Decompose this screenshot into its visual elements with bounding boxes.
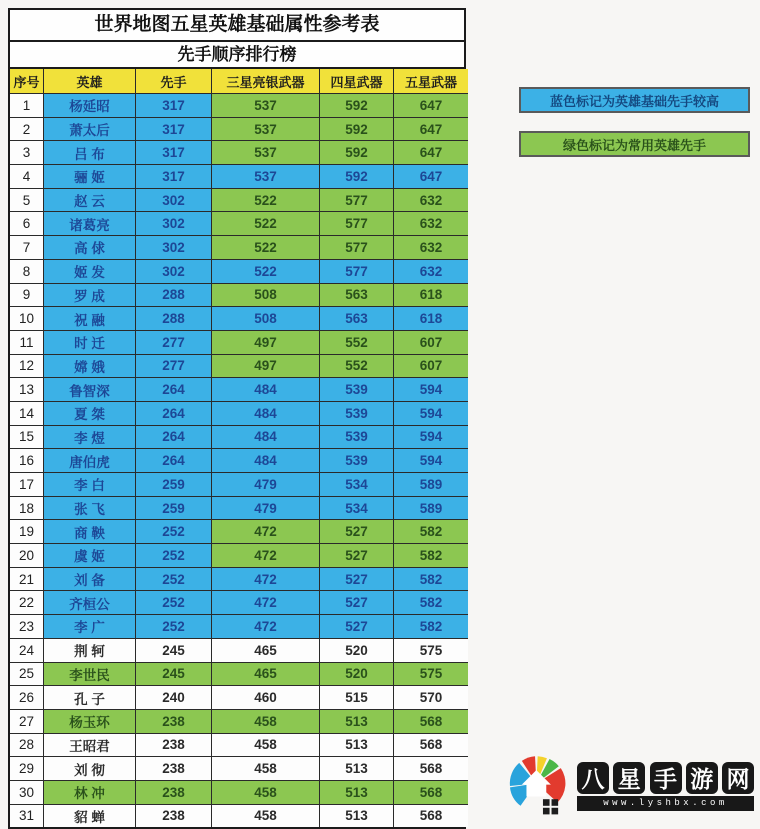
cell-3star-weapon: 465 bbox=[212, 662, 320, 686]
cell-index: 24 bbox=[10, 638, 44, 662]
cell-hero-name: 夏 桀 bbox=[44, 401, 136, 425]
cell-4star-weapon: 513 bbox=[320, 780, 394, 804]
table-row bbox=[10, 164, 464, 188]
cell-first-move: 302 bbox=[136, 188, 212, 212]
cell-3star-weapon: 458 bbox=[212, 756, 320, 780]
table-row bbox=[10, 330, 464, 354]
cell-hero-name: 刘 备 bbox=[44, 567, 136, 591]
legend-blue-note: 蓝色标记为英雄基础先手较高 bbox=[519, 87, 750, 113]
cell-3star-weapon: 522 bbox=[212, 235, 320, 259]
table-row bbox=[10, 425, 464, 449]
site-logo-icon bbox=[506, 753, 572, 819]
cell-hero-name: 高 俅 bbox=[44, 235, 136, 259]
site-name-char: 网 bbox=[722, 762, 754, 794]
cell-index: 28 bbox=[10, 733, 44, 757]
table-row bbox=[10, 472, 464, 496]
cell-4star-weapon: 539 bbox=[320, 377, 394, 401]
cell-4star-weapon: 592 bbox=[320, 93, 394, 117]
cell-hero-name: 骊 姬 bbox=[44, 164, 136, 188]
cell-index: 5 bbox=[10, 188, 44, 212]
table-row bbox=[10, 614, 464, 638]
cell-hero-name: 萧太后 bbox=[44, 117, 136, 141]
cell-4star-weapon: 539 bbox=[320, 401, 394, 425]
site-url: www.lyshbx.com bbox=[577, 796, 754, 811]
cell-first-move: 238 bbox=[136, 780, 212, 804]
table-row bbox=[10, 401, 464, 425]
cell-index: 18 bbox=[10, 496, 44, 520]
cell-first-move: 317 bbox=[136, 140, 212, 164]
cell-first-move: 264 bbox=[136, 401, 212, 425]
cell-5star-weapon: 570 bbox=[394, 685, 468, 709]
cell-first-move: 252 bbox=[136, 519, 212, 543]
cell-index: 26 bbox=[10, 685, 44, 709]
cell-first-move: 259 bbox=[136, 496, 212, 520]
cell-3star-weapon: 522 bbox=[212, 188, 320, 212]
cell-first-move: 245 bbox=[136, 662, 212, 686]
cell-first-move: 240 bbox=[136, 685, 212, 709]
cell-4star-weapon: 513 bbox=[320, 733, 394, 757]
cell-3star-weapon: 522 bbox=[212, 211, 320, 235]
table-row bbox=[10, 306, 464, 330]
cell-first-move: 252 bbox=[136, 614, 212, 638]
table-row bbox=[10, 804, 464, 828]
table-row bbox=[10, 140, 464, 164]
table-row bbox=[10, 283, 464, 307]
cell-hero-name: 杨玉环 bbox=[44, 709, 136, 733]
table-row bbox=[10, 93, 464, 117]
cell-hero-name: 唐伯虎 bbox=[44, 448, 136, 472]
table-row bbox=[10, 377, 464, 401]
cell-first-move: 317 bbox=[136, 93, 212, 117]
cell-3star-weapon: 522 bbox=[212, 259, 320, 283]
site-name-char: 手 bbox=[650, 762, 682, 794]
cell-5star-weapon: 632 bbox=[394, 188, 468, 212]
cell-3star-weapon: 484 bbox=[212, 377, 320, 401]
cell-index: 27 bbox=[10, 709, 44, 733]
cell-5star-weapon: 618 bbox=[394, 283, 468, 307]
cell-hero-name: 赵 云 bbox=[44, 188, 136, 212]
table-row bbox=[10, 259, 464, 283]
cell-hero-name: 吕 布 bbox=[44, 140, 136, 164]
table-row bbox=[10, 188, 464, 212]
cell-hero-name: 王昭君 bbox=[44, 733, 136, 757]
cell-3star-weapon: 479 bbox=[212, 472, 320, 496]
site-name-stamps bbox=[577, 762, 754, 794]
cell-first-move: 264 bbox=[136, 425, 212, 449]
cell-first-move: 302 bbox=[136, 235, 212, 259]
cell-index: 20 bbox=[10, 543, 44, 567]
cell-hero-name: 齐桓公 bbox=[44, 590, 136, 614]
cell-first-move: 288 bbox=[136, 306, 212, 330]
cell-index: 21 bbox=[10, 567, 44, 591]
cell-5star-weapon: 568 bbox=[394, 733, 468, 757]
cell-4star-weapon: 552 bbox=[320, 330, 394, 354]
cell-4star-weapon: 592 bbox=[320, 140, 394, 164]
cell-5star-weapon: 582 bbox=[394, 567, 468, 591]
cell-4star-weapon: 527 bbox=[320, 567, 394, 591]
cell-first-move: 238 bbox=[136, 756, 212, 780]
cell-4star-weapon: 520 bbox=[320, 662, 394, 686]
cell-3star-weapon: 497 bbox=[212, 330, 320, 354]
column-header-index: 序号 bbox=[10, 69, 44, 93]
cell-hero-name: 荆 轲 bbox=[44, 638, 136, 662]
table-row bbox=[10, 567, 464, 591]
cell-5star-weapon: 632 bbox=[394, 259, 468, 283]
cell-index: 16 bbox=[10, 448, 44, 472]
legend-green-note: 绿色标记为常用英雄先手 bbox=[519, 131, 750, 157]
cell-index: 11 bbox=[10, 330, 44, 354]
cell-4star-weapon: 513 bbox=[320, 709, 394, 733]
cell-index: 2 bbox=[10, 117, 44, 141]
cell-4star-weapon: 563 bbox=[320, 306, 394, 330]
table-subtitle: 先手顺序排行榜 bbox=[10, 42, 464, 69]
cell-5star-weapon: 589 bbox=[394, 472, 468, 496]
cell-3star-weapon: 497 bbox=[212, 354, 320, 378]
cell-5star-weapon: 575 bbox=[394, 662, 468, 686]
cell-3star-weapon: 465 bbox=[212, 638, 320, 662]
cell-5star-weapon: 589 bbox=[394, 496, 468, 520]
cell-4star-weapon: 527 bbox=[320, 590, 394, 614]
table-body bbox=[10, 93, 464, 827]
cell-5star-weapon: 568 bbox=[394, 709, 468, 733]
cell-5star-weapon: 568 bbox=[394, 804, 468, 828]
cell-3star-weapon: 484 bbox=[212, 425, 320, 449]
cell-first-move: 238 bbox=[136, 804, 212, 828]
cell-first-move: 238 bbox=[136, 733, 212, 757]
cell-3star-weapon: 537 bbox=[212, 117, 320, 141]
table-row bbox=[10, 448, 464, 472]
cell-first-move: 238 bbox=[136, 709, 212, 733]
cell-4star-weapon: 592 bbox=[320, 117, 394, 141]
cell-4star-weapon: 513 bbox=[320, 804, 394, 828]
cell-3star-weapon: 472 bbox=[212, 567, 320, 591]
cell-3star-weapon: 484 bbox=[212, 401, 320, 425]
cell-index: 13 bbox=[10, 377, 44, 401]
cell-index: 14 bbox=[10, 401, 44, 425]
cell-4star-weapon: 534 bbox=[320, 496, 394, 520]
cell-hero-name: 貂 蝉 bbox=[44, 804, 136, 828]
cell-hero-name: 嫦 娥 bbox=[44, 354, 136, 378]
cell-hero-name: 李 白 bbox=[44, 472, 136, 496]
cell-index: 3 bbox=[10, 140, 44, 164]
cell-hero-name: 商 鞅 bbox=[44, 519, 136, 543]
cell-first-move: 245 bbox=[136, 638, 212, 662]
table-row bbox=[10, 638, 464, 662]
cell-5star-weapon: 647 bbox=[394, 117, 468, 141]
cell-first-move: 264 bbox=[136, 448, 212, 472]
cell-4star-weapon: 563 bbox=[320, 283, 394, 307]
cell-5star-weapon: 647 bbox=[394, 93, 468, 117]
cell-hero-name: 杨延昭 bbox=[44, 93, 136, 117]
cell-5star-weapon: 594 bbox=[394, 401, 468, 425]
table-row bbox=[10, 496, 464, 520]
cell-index: 10 bbox=[10, 306, 44, 330]
cell-3star-weapon: 460 bbox=[212, 685, 320, 709]
cell-3star-weapon: 458 bbox=[212, 733, 320, 757]
cell-4star-weapon: 527 bbox=[320, 519, 394, 543]
cell-5star-weapon: 568 bbox=[394, 780, 468, 804]
cell-5star-weapon: 607 bbox=[394, 354, 468, 378]
cell-4star-weapon: 577 bbox=[320, 211, 394, 235]
cell-hero-name: 刘 彻 bbox=[44, 756, 136, 780]
cell-index: 6 bbox=[10, 211, 44, 235]
table-row bbox=[10, 709, 464, 733]
cell-5star-weapon: 568 bbox=[394, 756, 468, 780]
cell-3star-weapon: 508 bbox=[212, 306, 320, 330]
cell-hero-name: 诸葛亮 bbox=[44, 211, 136, 235]
cell-4star-weapon: 577 bbox=[320, 235, 394, 259]
cell-4star-weapon: 527 bbox=[320, 614, 394, 638]
cell-4star-weapon: 534 bbox=[320, 472, 394, 496]
cell-3star-weapon: 537 bbox=[212, 164, 320, 188]
cell-5star-weapon: 647 bbox=[394, 164, 468, 188]
table-row bbox=[10, 211, 464, 235]
cell-hero-name: 鲁智深 bbox=[44, 377, 136, 401]
cell-5star-weapon: 582 bbox=[394, 519, 468, 543]
cell-hero-name: 罗 成 bbox=[44, 283, 136, 307]
cell-first-move: 317 bbox=[136, 117, 212, 141]
table-row bbox=[10, 733, 464, 757]
cell-3star-weapon: 537 bbox=[212, 93, 320, 117]
site-name-char: 星 bbox=[613, 762, 645, 794]
cell-3star-weapon: 458 bbox=[212, 780, 320, 804]
cell-4star-weapon: 513 bbox=[320, 756, 394, 780]
cell-5star-weapon: 594 bbox=[394, 448, 468, 472]
cell-index: 4 bbox=[10, 164, 44, 188]
cell-3star-weapon: 508 bbox=[212, 283, 320, 307]
table-row bbox=[10, 543, 464, 567]
cell-hero-name: 张 飞 bbox=[44, 496, 136, 520]
column-header-3star-weapon: 三星亮银武器 bbox=[212, 69, 320, 93]
cell-index: 8 bbox=[10, 259, 44, 283]
cell-5star-weapon: 582 bbox=[394, 614, 468, 638]
cell-index: 31 bbox=[10, 804, 44, 828]
cell-3star-weapon: 472 bbox=[212, 519, 320, 543]
table-row bbox=[10, 685, 464, 709]
cell-5star-weapon: 582 bbox=[394, 543, 468, 567]
table-row bbox=[10, 354, 464, 378]
cell-4star-weapon: 515 bbox=[320, 685, 394, 709]
table-row bbox=[10, 662, 464, 686]
cell-first-move: 277 bbox=[136, 330, 212, 354]
table-header-row bbox=[10, 69, 464, 93]
cell-index: 1 bbox=[10, 93, 44, 117]
cell-first-move: 277 bbox=[136, 354, 212, 378]
cell-hero-name: 孔 子 bbox=[44, 685, 136, 709]
cell-5star-weapon: 594 bbox=[394, 425, 468, 449]
cell-4star-weapon: 552 bbox=[320, 354, 394, 378]
cell-5star-weapon: 582 bbox=[394, 590, 468, 614]
cell-first-move: 317 bbox=[136, 164, 212, 188]
cell-4star-weapon: 577 bbox=[320, 188, 394, 212]
cell-first-move: 302 bbox=[136, 211, 212, 235]
cell-3star-weapon: 458 bbox=[212, 804, 320, 828]
column-header-4star-weapon: 四星武器 bbox=[320, 69, 394, 93]
table-row bbox=[10, 519, 464, 543]
cell-first-move: 252 bbox=[136, 567, 212, 591]
cell-3star-weapon: 472 bbox=[212, 590, 320, 614]
cell-4star-weapon: 527 bbox=[320, 543, 394, 567]
cell-5star-weapon: 632 bbox=[394, 211, 468, 235]
cell-4star-weapon: 520 bbox=[320, 638, 394, 662]
cell-first-move: 252 bbox=[136, 543, 212, 567]
cell-index: 23 bbox=[10, 614, 44, 638]
column-header-hero: 英雄 bbox=[44, 69, 136, 93]
cell-hero-name: 李世民 bbox=[44, 662, 136, 686]
cell-3star-weapon: 472 bbox=[212, 614, 320, 638]
cell-3star-weapon: 472 bbox=[212, 543, 320, 567]
cell-5star-weapon: 618 bbox=[394, 306, 468, 330]
cell-index: 22 bbox=[10, 590, 44, 614]
cell-4star-weapon: 539 bbox=[320, 425, 394, 449]
cell-index: 7 bbox=[10, 235, 44, 259]
cell-first-move: 302 bbox=[136, 259, 212, 283]
cell-hero-name: 李 广 bbox=[44, 614, 136, 638]
cell-hero-name: 李 煜 bbox=[44, 425, 136, 449]
cell-hero-name: 时 迁 bbox=[44, 330, 136, 354]
cell-first-move: 252 bbox=[136, 590, 212, 614]
cell-first-move: 259 bbox=[136, 472, 212, 496]
cell-5star-weapon: 575 bbox=[394, 638, 468, 662]
cell-3star-weapon: 537 bbox=[212, 140, 320, 164]
cell-4star-weapon: 592 bbox=[320, 164, 394, 188]
cell-index: 30 bbox=[10, 780, 44, 804]
table-title: 世界地图五星英雄基础属性参考表 bbox=[10, 10, 464, 42]
cell-index: 17 bbox=[10, 472, 44, 496]
cell-hero-name: 虞 姬 bbox=[44, 543, 136, 567]
cell-first-move: 288 bbox=[136, 283, 212, 307]
hero-attribute-table bbox=[8, 8, 466, 829]
cell-index: 15 bbox=[10, 425, 44, 449]
table-row bbox=[10, 590, 464, 614]
table-row bbox=[10, 235, 464, 259]
cell-4star-weapon: 539 bbox=[320, 448, 394, 472]
table-row bbox=[10, 756, 464, 780]
cell-3star-weapon: 484 bbox=[212, 448, 320, 472]
cell-index: 25 bbox=[10, 662, 44, 686]
table-row bbox=[10, 780, 464, 804]
cell-index: 29 bbox=[10, 756, 44, 780]
site-name-char: 八 bbox=[577, 762, 609, 794]
column-header-first-move: 先手 bbox=[136, 69, 212, 93]
cell-5star-weapon: 594 bbox=[394, 377, 468, 401]
cell-5star-weapon: 632 bbox=[394, 235, 468, 259]
site-watermark bbox=[506, 752, 754, 820]
cell-index: 9 bbox=[10, 283, 44, 307]
cell-index: 19 bbox=[10, 519, 44, 543]
cell-5star-weapon: 607 bbox=[394, 330, 468, 354]
cell-hero-name: 林 冲 bbox=[44, 780, 136, 804]
pinwheel-house-icon bbox=[506, 753, 572, 819]
cell-3star-weapon: 458 bbox=[212, 709, 320, 733]
column-header-5star-weapon: 五星武器 bbox=[394, 69, 468, 93]
cell-index: 12 bbox=[10, 354, 44, 378]
site-name-char: 游 bbox=[686, 762, 718, 794]
cell-3star-weapon: 479 bbox=[212, 496, 320, 520]
cell-hero-name: 姬 发 bbox=[44, 259, 136, 283]
cell-5star-weapon: 647 bbox=[394, 140, 468, 164]
table-row bbox=[10, 117, 464, 141]
cell-4star-weapon: 577 bbox=[320, 259, 394, 283]
cell-hero-name: 祝 融 bbox=[44, 306, 136, 330]
cell-first-move: 264 bbox=[136, 377, 212, 401]
